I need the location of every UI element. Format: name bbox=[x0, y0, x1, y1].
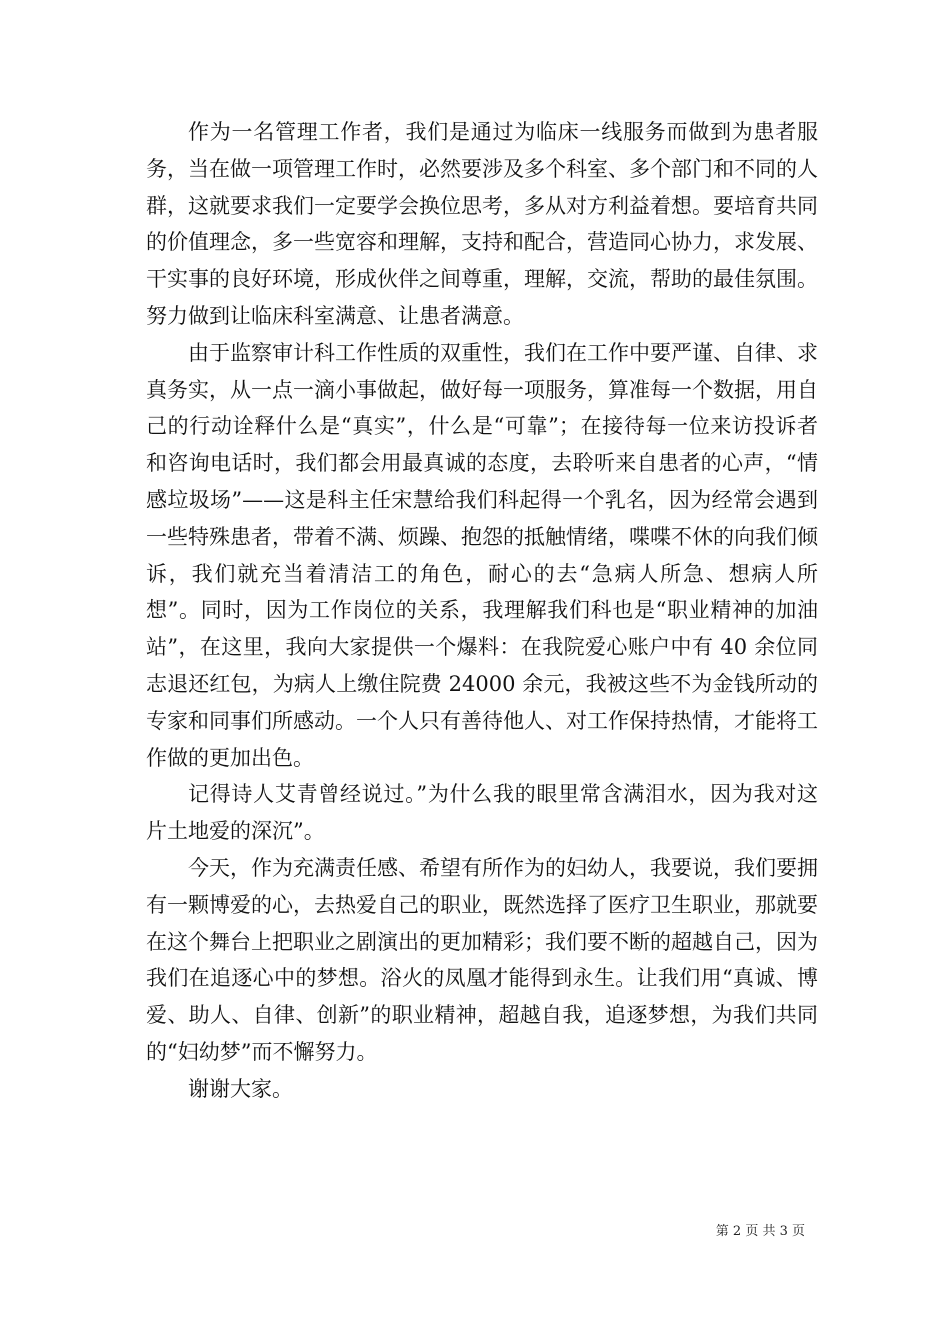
paragraph-2: 由于监察审计科工作性质的双重性，我们在工作中要严谨、自律、求真务实，从一点一滴小事做起，做好每一项服务，算准每一个数据，用自己的行动诠释什么是“真实”，什么是“可靠”；在接待每一位来访投诉者和咨询电话时，我们都会用最真诚的态度，去聆听来自患者的心声，“情感垃圾场”——这是科主任宋慧给我们科起得一个乳名，因为经常会遇到一些特殊患者，带着不满、烦躁、抱怨的抵触情绪，喋喋不休的向我们倾诉，我们就充当着清洁工的角色，耐心的去“急病人所急、想病人所想”。同时，因为工作岗位的关系，我理解我们科也是“职业精神的加油站”，在这里，我向大家提供一个爆料：在我院爱心账户中有 40 余位同志退还红包，为病人上缴住院费 24000 余元，我被这些不为金钱所动的专家和同事们所感动。一个人只有善待他人、对工作保持热情，才能将工作做的更加出色。 bbox=[146, 340, 818, 770]
paragraph-4: 今天，作为充满责任感、希望有所作为的妇幼人，我要说，我们要拥有一颗博爱的心，去热爱自己的职业，既然选择了医疗卫生职业，那就要在这个舞台上把职业之剧演出的更加精彩；我们要不断的超越自己，因为我们在追逐心中的梦想。浴火的凤凰才能得到永生。让我们用“真诚、博爱、助人、自律、创新”的职业精神，超越自我，追逐梦想，为我们共同的“妇幼梦”而不懈努力。 bbox=[146, 855, 818, 1064]
paragraph-3: 记得诗人艾青曾经说过。”为什么我的眼里常含满泪水，因为我对这片土地爱的深沉”。 bbox=[146, 782, 818, 844]
paragraph-5: 谢谢大家。 bbox=[188, 1076, 293, 1101]
document-body bbox=[146, 114, 818, 1108]
page-number: 第 2 页 共 3 页 bbox=[715, 1224, 805, 1239]
paragraph-1: 作为一名管理工作者，我们是通过为临床一线服务而做到为患者服务，当在做一项管理工作时，必然要涉及多个科室、多个部门和不同的人群，这就要求我们一定要学会换位思考，多从对方利益着想。要培育共同的价值理念，多一些宽容和理解，支持和配合，营造同心协力，求发展、干实事的良好环境，形成伙伴之间尊重，理解，交流，帮助的最佳氛围。努力做到让临床科室满意、让患者满意。 bbox=[146, 120, 818, 328]
